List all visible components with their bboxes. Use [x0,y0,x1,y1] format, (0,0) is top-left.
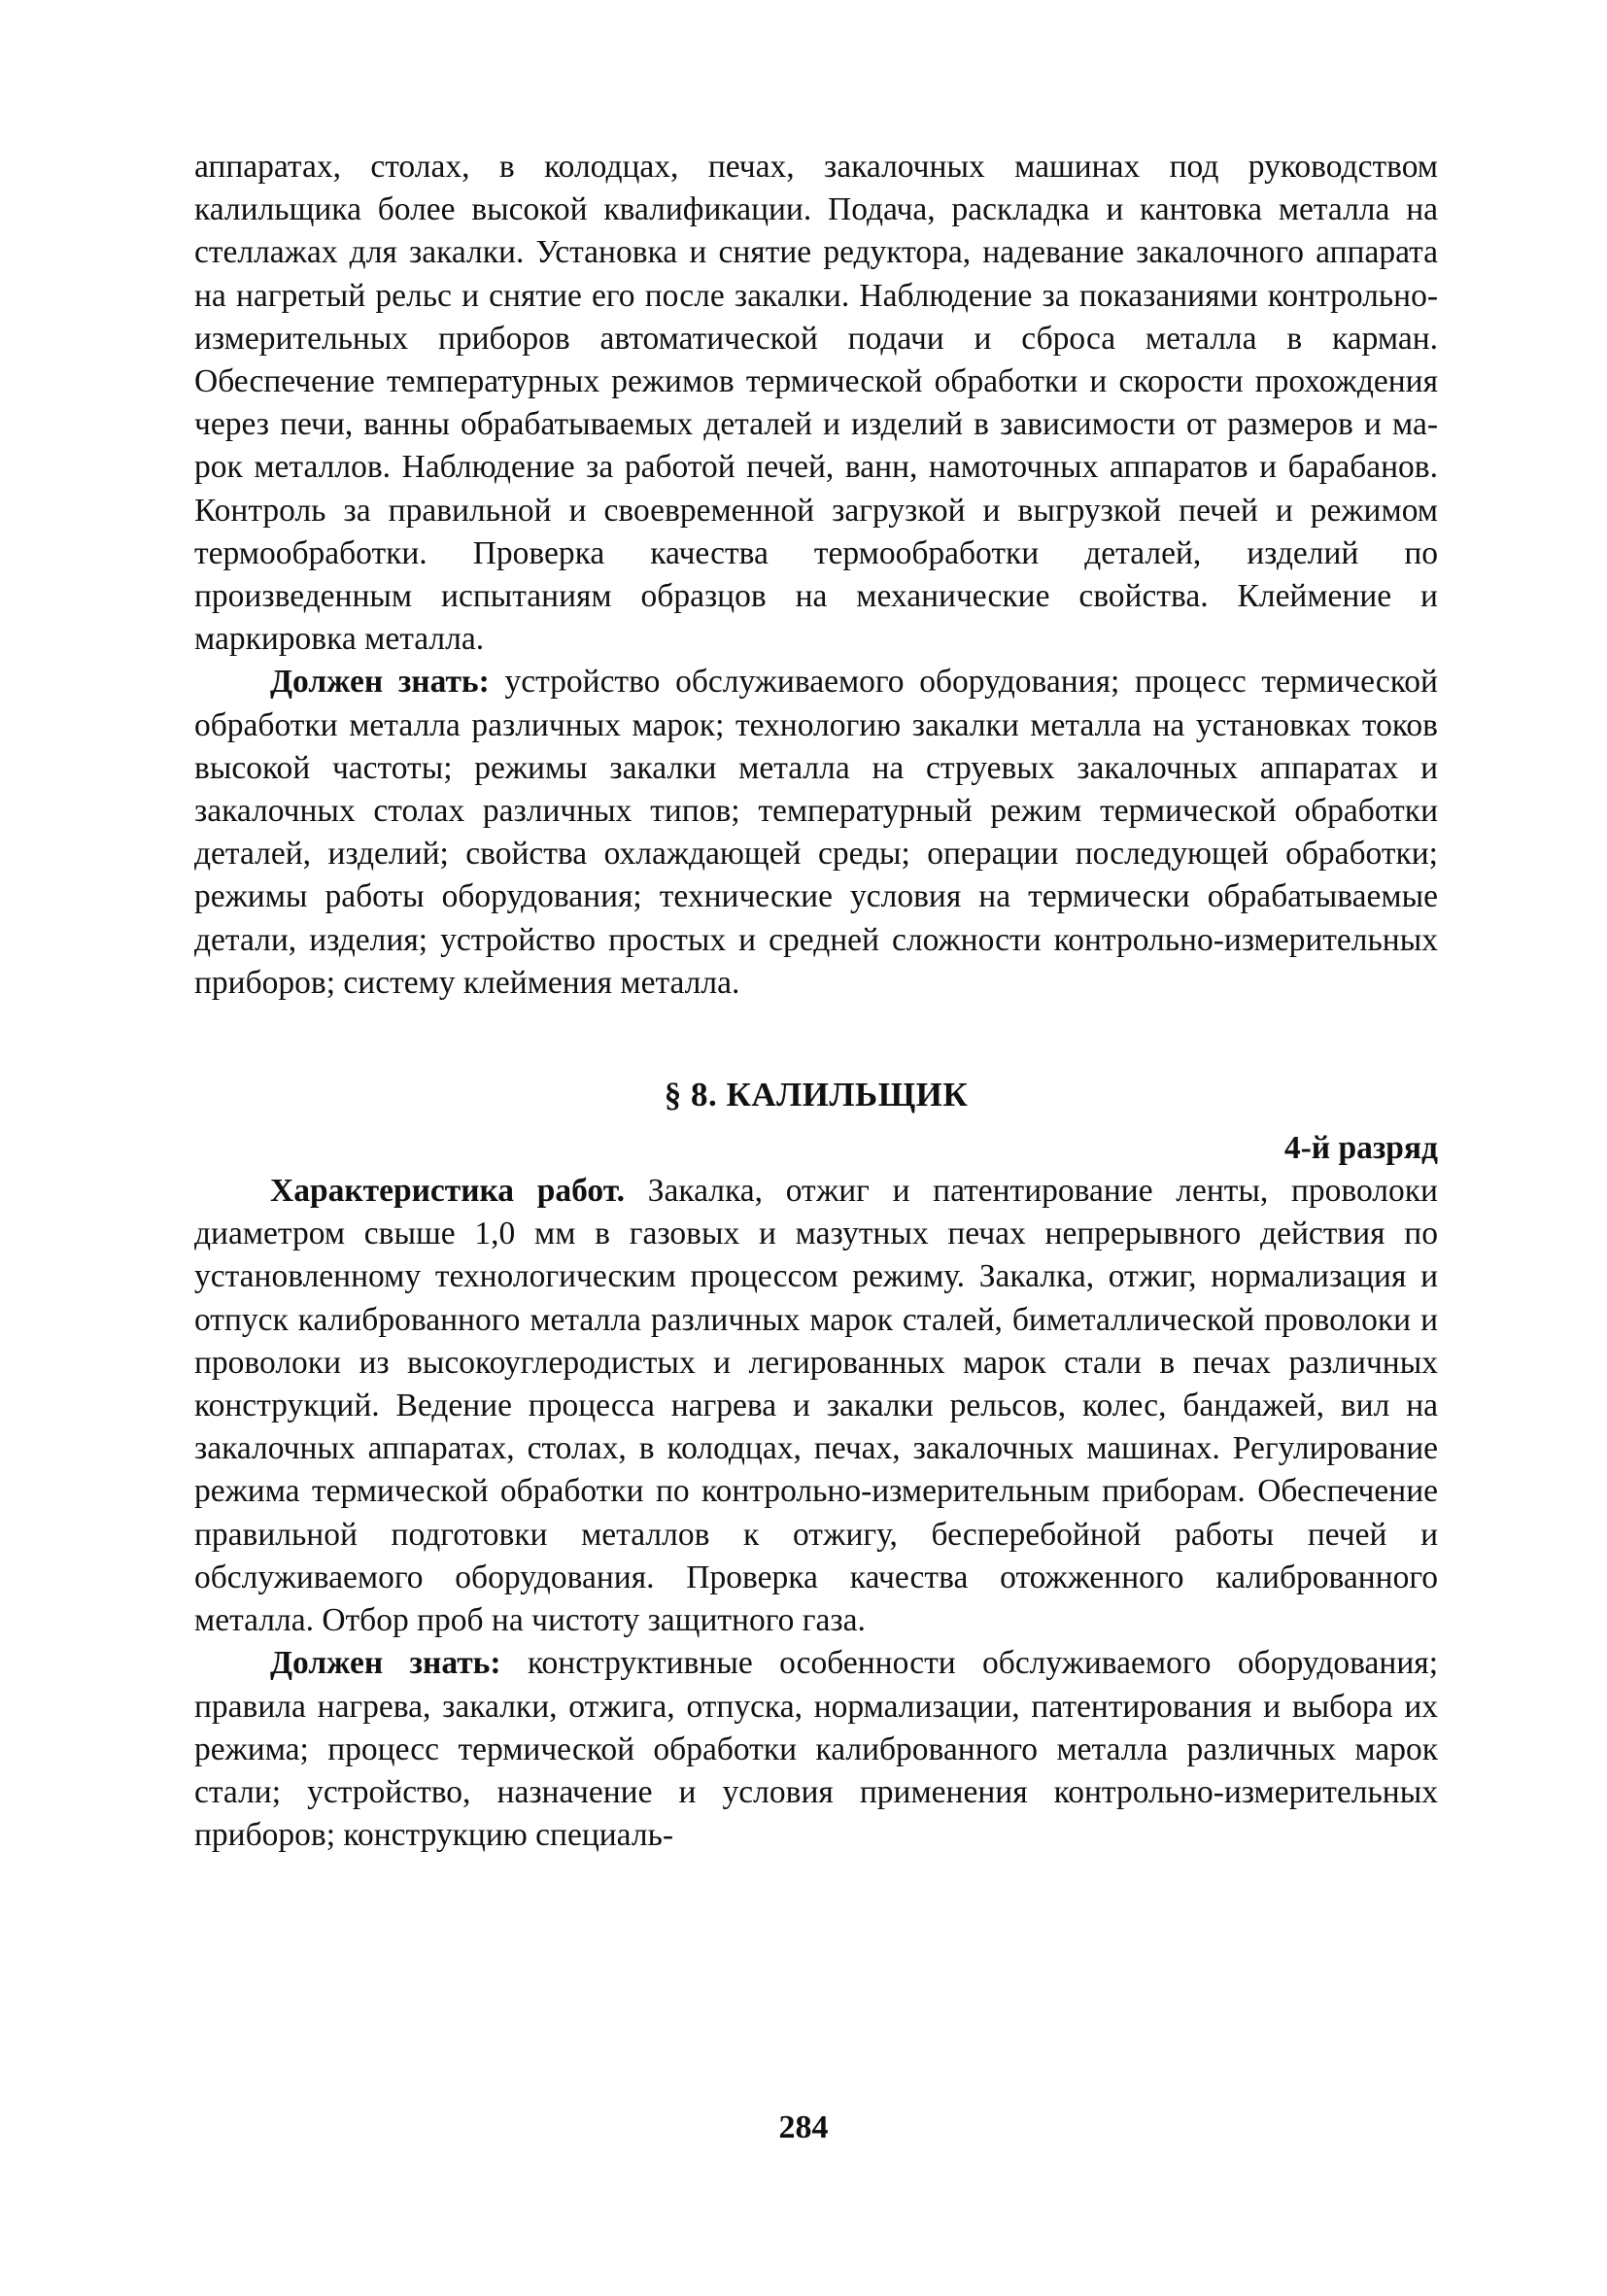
must-know-text: конструктивные особенности обслуживаемого оборудования; правила нагрева, закалки, отжига, отпуска, нормализации, патентирования и выбора их режима; процесс термической обработки калиброванного металла различных марок стали; устройство, назначение и условия применения контрольно-измерительных приборов; конструкцию специаль- [194,1645,1438,1854]
must-know-heading: Должен знать: [270,664,490,701]
characteristics-heading: Характеристика работ. [270,1173,626,1210]
document-page [194,146,1438,1857]
intro-paragraph [194,146,1438,661]
section-title: § 8. КАЛИЛЬЩИК [664,1076,969,1114]
must-know-paragraph-2 [194,1642,1438,1857]
must-know-paragraph-1 [194,661,1438,1005]
must-know-text: устройство обслуживаемого оборудования; процесс термической обработки металла различных марок; технологию закалки металла на установках токов высокой частоты; режимы закалки металла на струевых закалочных аппаратах и закалочных столах различных типов; температурный режим термической обработки деталей, изделий; свойства охлаждающей среды; операции последующей обработки; режимы работы оборудования; технические условия на термически обрабатываемые детали, изделия; устройство простых и средней сложности контрольно-измерительных приборов; систему клеймения металла. [194,664,1438,1001]
characteristics-text: Закалка, отжиг и патентирование ленты, проволоки диаметром свыше 1,0 мм в газовых и мазутных печах непрерывного действия по установленному технологическим процессом режиму. Закалка, отжиг, нормализация и отпуск калиброванного металла различных марок сталей, биметаллической проволоки и проволоки из высокоуглеродистых и легированных марок стали в печах различных конструкций. Ведение процесса нагрева и закалки рельсов, колес, бандажей, вил на закалочных аппаратах, столах, в колодцах, печах, закалочных машинах. Регулирование режима термической обработки по контрольно-измерительным приборам. Обеспечение правильной подготовки металлов к отжигу, бесперебойной работы печей и обслуживаемого оборудования. Проверка качества отожженного калиброванного металла. Отбор проб на чистоту защитного газа. [194,1173,1438,1639]
characteristics-paragraph [194,1170,1438,1642]
intro-paragraph-text: аппаратах, столах, в колодцах, печах, закалочных машинах под руководством калильщика более высокой квалификации. Подача, раскладка и кантовка металла на стеллажах для закалки. Установка и снятие редуктора, надевание закалочного аппарата на нагретый рельс и снятие его после закалки. Наблюдение за показаниями контрольно-измерительных приборов автоматической подачи и сброса металла в карман. Обеспечение температурных режимов термической обработки и скорости прохождения через печи, ванны обрабатываемых деталей и изделий в зависимости от размеров и марок металлов. Наблюдение за работой печей, ванн, намоточных аппаратов и барабанов. Контроль за правильной и своевременной загрузкой и выгрузкой печей и режимом термообработки. Проверка качества термообработки деталей, изделий по произведенным испытаниям образцов на механические свойства. Клеймение и маркировка металла. [194,149,1438,658]
must-know-heading: Должен знать: [270,1645,501,1682]
page-number: 284 [778,2109,829,2145]
grade-label: 4-й разряд [1283,1130,1438,1167]
